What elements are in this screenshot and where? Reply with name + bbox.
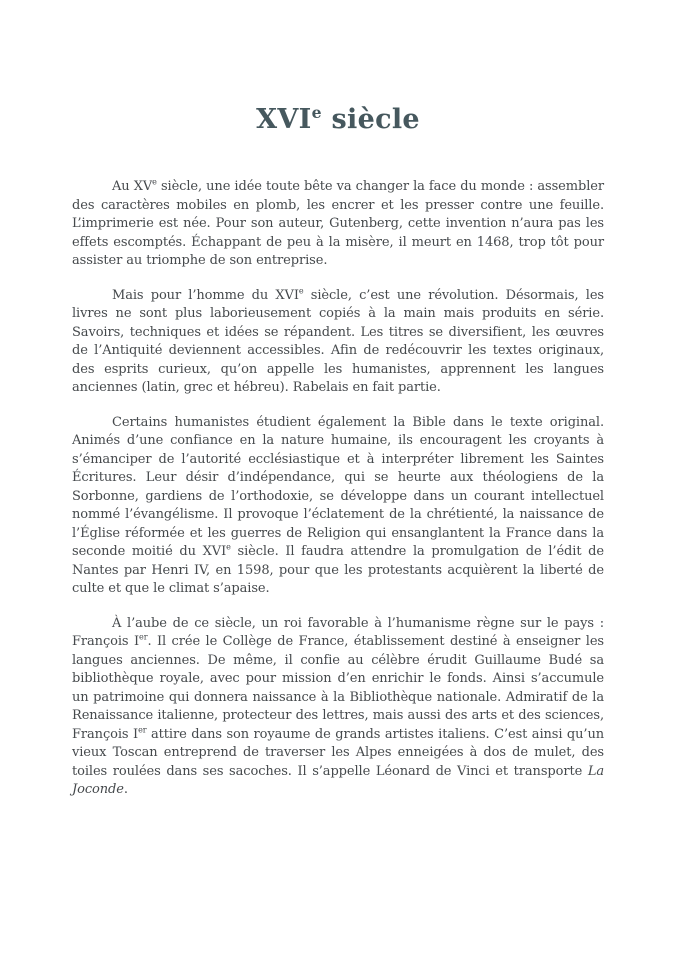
paragraph-2 (72, 287, 604, 398)
text-segment: attire dans son royaume de grands artistes italiens. C’est ainsi qu’un vieux Toscan entreprend de traverser les Alpes enneigées à dos de mulet, des toiles roulées dans ses sacoches. Il s’appelle Léonard de Vinci et transporte (72, 726, 605, 779)
text-segment: Au XV (112, 179, 153, 195)
paragraph-3 (72, 414, 604, 599)
text-segment: er (139, 633, 148, 643)
page-paragraphs (72, 178, 604, 800)
title-rest: siècle (321, 104, 420, 135)
page-title (0, 0, 676, 136)
text-segment: La Joconde (72, 763, 604, 798)
paragraph-1 (72, 178, 604, 271)
text-segment: Certains humanistes étudient également la Bible dans le texte original. Animés d’une confiance en la nature humaine, ils encouragent les croyants à s’émanciper de l’autorité ecclésiastique et à interpréter librement les Saintes Écritures. Leur désir d’indépendance, qui se heurte aux théologiens de la Sorbonne, gardiens de l’orthodoxie, se développe dans un courant intellectuel nommé l’évangélisme. Il provoque l’éclatement de la chrétienté, la naissance de l’Église réformée et les guerres de Religion qui ensanglantent la France dans la seconde moitié du XVI (72, 414, 604, 560)
text-segment: e (298, 286, 304, 296)
text-segment: Mais pour l’homme du XVI (112, 287, 299, 303)
text-segment: er (138, 725, 147, 735)
title-superscript: e (311, 103, 322, 122)
text-segment: . (123, 782, 128, 798)
title-main: XVI (256, 104, 312, 135)
text-segment: e (226, 543, 231, 553)
text-segment: À l’aube de ce siècle, un roi favorable à l’humanisme règne sur le pays : François I (72, 615, 604, 650)
text-segment: siècle, c’est une révolution. Désormais, les livres ne sont plus laborieusement copiés à la main mais produits en série. Savoirs, techniques et idées se répandent. Les titres se diversifient, les œuvres de l’Antiquité deviennent accessibles. Afin de redécouvrir les textes originaux, des esprits curieux, qu’on appelle les humanistes, apprennent les langues anciennes (latin, grec et hébreu). Rabelais en fait partie. (72, 287, 604, 396)
text-segment: e (152, 178, 157, 188)
paragraph-4 (72, 615, 604, 800)
text-segment: . Il crée le Collège de France, établissement destiné à enseigner les langues anciennes. De même, il confie au célèbre érudit Guillaume Budé sa bibliothèque royale, avec pour mission d’en enrichir le fonds. Ainsi s’accumule un patrimoine qui donnera naissance à la Bibliothèque nationale. Admiratif de la Renaissance italienne, protecteur des lettres, mais aussi des arts et des sciences, François I (72, 634, 604, 742)
text-segment: siècle, une idée toute bête va changer la face du monde : assembler des caractères mobiles en plomb, les encrer et les presser contre une feuille. L’imprimerie est née. Pour son auteur, Gutenberg, cette invention n’aura pas les effets escomptés. Échappant de peu à la misère, il meurt en 1468, trop tôt pour assister au triomphe de son entreprise. (72, 179, 604, 269)
text-segment: siècle. Il faudra attendre la promulgation de l’édit de Nantes par Henri IV, en 1598, pour que les protestants acquièrent la liberté de culte et que le climat s’apaise. (72, 544, 604, 597)
